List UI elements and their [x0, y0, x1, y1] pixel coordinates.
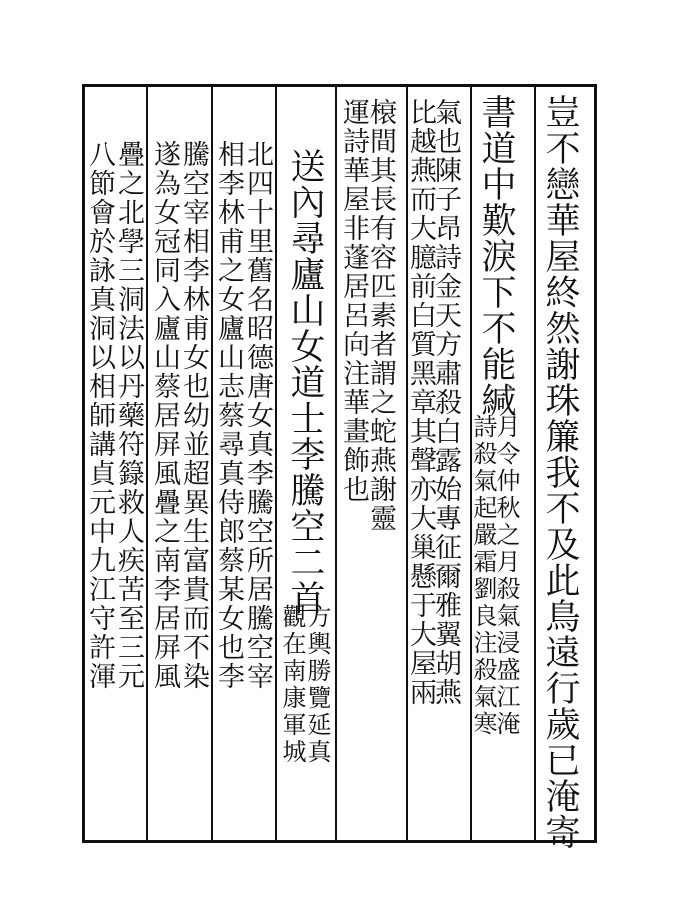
text-column-6-right: 北四十里舊名昭德唐女真李騰空所居騰空宰 [242, 140, 273, 691]
text-column-3-left: 比越燕而大臆前白質黑章其聲亦大巢懸于大屋兩 [405, 98, 436, 707]
poem-title: 送內尋廬山女道士李騰空二首 [285, 148, 325, 616]
text-column-8-left: 八節會於詠真洞以相師講貞元中九江守許渾 [84, 140, 115, 691]
column-divider [146, 87, 148, 840]
title-note-left: 觀在南康軍城 [278, 604, 306, 766]
text-column-7-right: 騰空宰相李林甫女也幼並超異生富貴而不染 [178, 140, 209, 691]
column-divider [534, 87, 536, 840]
text-column-7-left: 遂為女冠同入廬山蔡居屏風疊之南李居屏風 [149, 140, 180, 691]
column-divider [275, 87, 277, 840]
text-column-1: 豈不戀華屋終然謝珠簾我不及此鳥遠行歲已淹寄 [540, 94, 580, 850]
title-note-right: 方輿勝覽延真 [303, 604, 331, 766]
text-column-2-note-right: 月令仲秋之月殺氣浸盛江淹 [492, 414, 520, 738]
column-divider [335, 87, 337, 840]
text-column-2-note-left: 詩殺氣起嚴霜劉良注殺氣寒 [469, 414, 497, 738]
text-column-6-left: 相李林甫之女廬山志蔡尋真侍郎蔡某女也李 [213, 140, 244, 691]
text-column-4-right: 榱間其長有容匹素者謂之蛇燕謝靈 [365, 98, 396, 533]
text-column-2: 書道中歎淚下不能緘 [476, 94, 516, 418]
text-column-3-right: 氣也陳子昂詩金天方肅殺白露始專征爾雅翼胡燕 [430, 98, 461, 707]
text-column-8-right: 疊之北學三洞法以丹藥符籙救人疾苦至三元 [113, 140, 144, 691]
text-column-4-left: 運詩華屋非蓬居呂向注華畫飾也 [338, 98, 369, 504]
